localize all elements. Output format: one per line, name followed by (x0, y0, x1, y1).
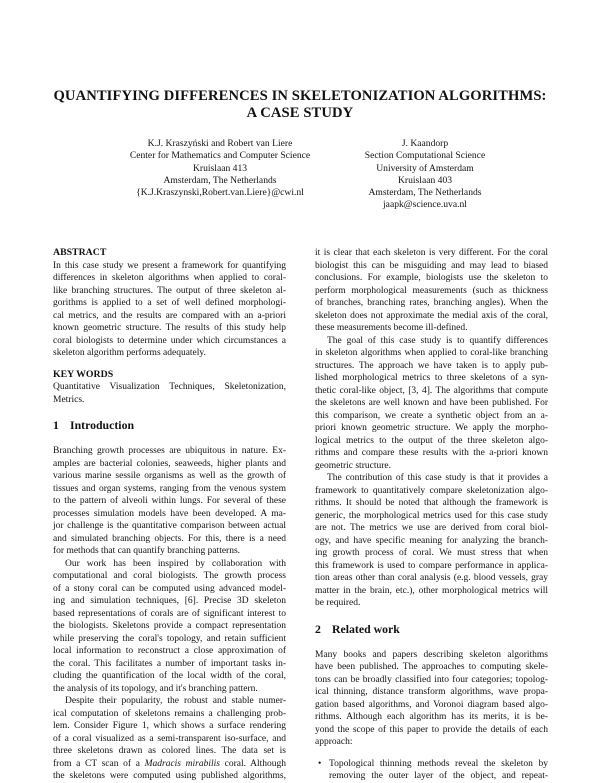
text-fragment: from a CT scan of a (53, 758, 145, 769)
title-line-1: QUANTIFYING DIFFERENCES IN SKELETONIZATION ALGORITHMS: (53, 88, 547, 104)
text-line: framework to quantitatively compare skeletonization algo- (315, 485, 548, 496)
author-block-left (100, 138, 340, 199)
keywords-body (53, 381, 286, 406)
intro-paragraph-6 (315, 472, 548, 610)
section-heading-related-work (315, 622, 548, 636)
text-line: ical thinning, distance transform algorithms, wave propa- (315, 687, 548, 697)
text-line: for methods that can quantify branching patterns. (53, 546, 241, 556)
text-line: lem. Consider Figure 1, which shows a surface rendering (53, 721, 286, 731)
text-line-species (53, 758, 286, 771)
text-line: and simulated branching objects. For this, there is a need (53, 533, 286, 544)
author-email: {K.J.Kraszynski,Robert.van.Liere}@cwi.nl (136, 187, 304, 199)
intro-paragraph-5 (315, 335, 548, 473)
text-line: gorithms is applied to a set of well defined morphologi- (53, 298, 286, 308)
text-line: Despite their popularity, the robust and stable numer- (65, 696, 286, 706)
author-name: J. Kaandorp (401, 138, 449, 149)
author-street: Kruislaan 413 (192, 162, 248, 174)
intro-paragraph-4 (315, 247, 548, 335)
text-line: skeleton algorithm performs adequately. (53, 348, 206, 358)
section-number: 1 (53, 418, 59, 432)
text-line: like branching structures. The output of three skeleton al- (53, 285, 286, 296)
related-work-paragraph-1 (315, 649, 548, 749)
text-line: of a coral visualized as a semi-transparent iso-surface, and (53, 733, 286, 744)
text-line: tion areas other than coral analysis (e.g. blood vessels, gray (315, 573, 548, 583)
paper-title (40, 88, 560, 122)
text-line: this comparison, we create a synthetic object from an a- (315, 410, 548, 421)
text-line: of a stony coral can be computed using advanced model- (53, 583, 286, 594)
right-column (315, 247, 548, 783)
left-column (53, 247, 286, 783)
text-line: rithms and compare these results with the a-priori known (315, 448, 548, 458)
text-line: ical computation of skeletons remains a challenging prob- (53, 708, 286, 719)
author-city: Amsterdam, The Netherlands (163, 174, 277, 186)
text-line: perform morphological measurements (such as thickness (315, 285, 548, 296)
text-line: these measurements become ill-defined. (315, 323, 468, 333)
text-line: Metrics. (53, 394, 85, 405)
section-title: Introduction (70, 418, 135, 432)
text-line: to the pattern of alveoli within lungs. For several of these (53, 496, 286, 506)
text-line: differences in skeleton algorithms when applied to coral- (53, 273, 286, 283)
text-line: of branches, branching rates, branching angles). When the (315, 298, 548, 308)
section-number: 2 (315, 621, 321, 636)
text-line: amples are bacterial colonies, seaweeds, higher plants and (53, 458, 286, 469)
text-line: local information to reconstruct a close approximation of (53, 646, 286, 656)
bullet-item-topological-thinning (315, 758, 548, 783)
author-institution: Center for Mathematics and Computer Science (129, 150, 311, 162)
text-line: structures. The approach we have taken is to apply pub- (315, 360, 548, 371)
text-line: Topological thinning methods reveal the skeleton by (329, 758, 548, 769)
text-fragment: coral. Although (219, 758, 286, 769)
text-line: Our work has been inspired by collaboration with (65, 558, 286, 569)
text-line: removing the outer layer of the object, and repeat- (329, 771, 548, 781)
text-line: yond the scope of this paper to provide the details of each (315, 724, 548, 735)
text-line: Many books and papers describing skeleton algorithms (315, 649, 548, 660)
text-line: biologist this can be misguiding and may lead to biased (315, 260, 548, 271)
author-university: University of Amsterdam (376, 162, 474, 174)
text-line: gation based algorithms, and Voronoi diagram based algo- (315, 699, 548, 710)
author-street: Kruislaan 403 (397, 174, 453, 186)
text-line: computational and coral biologists. The growth process (53, 571, 286, 581)
text-line: be required. (315, 598, 361, 608)
section-heading-introduction (53, 418, 286, 432)
author-city: Amsterdam, The Netherlands (368, 187, 482, 199)
text-line: the biologists. Skeletons provide a compact representation (53, 621, 286, 631)
text-line: the skeletons are well known and have been published. For (315, 398, 548, 408)
intro-paragraph-3 (53, 695, 286, 783)
text-line: logical metrics to the output of the three skeleton algo- (315, 435, 548, 446)
text-line: processes simulation models have been developed. A ma- (53, 508, 286, 519)
text-line: conclusions. For example, biologists use the skeleton to (315, 273, 548, 283)
intro-paragraph-1 (53, 445, 286, 558)
text-line: matter in the brain, etc.), other morphological metrics will (315, 585, 548, 596)
text-line: rithms. Although each algorithm has its merits, it is be- (315, 712, 548, 722)
text-line: ing growth process of coral. We must stress that when (315, 548, 548, 558)
text-line: while preserving the coral's topology, and retain sufficient (53, 633, 286, 644)
text-line: geometric structure. (315, 460, 391, 471)
text-line: the coral. This facilitates a number of important tasks in- (53, 658, 286, 669)
section-title: Related work (332, 621, 400, 636)
text-line: in skeleton algorithms when applied to coral-like branching (315, 348, 548, 358)
text-line: Quantitative Visualization Techniques, Skeletonization, (53, 382, 286, 392)
text-line: known geometric structure. The results of this study help (53, 323, 286, 333)
keywords-heading: KEY WORDS (53, 368, 114, 380)
author-names: K.J. Kraszyński and Robert van Liere (147, 138, 293, 149)
intro-paragraph-2 (53, 558, 286, 696)
text-line: ing and simulation techniques, [6]. Precise 3D skeleton (53, 596, 286, 606)
text-line: jor challenge is the quantitative comparison between actual (53, 521, 286, 531)
text-line: The contribution of this case study is that it provides a (327, 473, 548, 483)
text-line: approach: (315, 737, 353, 747)
text-line: cal metrics, and the results are compared with an a-priori (53, 310, 286, 321)
abstract-heading: ABSTRACT (53, 247, 107, 258)
text-line: lished morphological metrics to three skeletons of a syn- (315, 373, 548, 383)
author-email: jaapk@science.uva.nl (383, 199, 467, 211)
text-line: skeleton does not approximate the medial axis of the coral, (315, 310, 548, 321)
text-line: The goal of this case study is to quantify differences (327, 335, 548, 346)
text-line: tons can be broadly classified into four categories; topolog- (315, 674, 548, 685)
author-block-right (330, 138, 520, 212)
text-line: have been published. The approaches to computing skele- (315, 662, 548, 672)
bullet-icon: • (318, 758, 322, 769)
text-line: based representations of corals are of significant interest to (53, 608, 286, 619)
text-line: coral biologists to determine under which circumstances a (53, 335, 286, 346)
author-section: Section Computational Science (364, 150, 486, 162)
text-line: rithms. It should be noted that although the framework is (315, 498, 548, 508)
text-line: ogy, and have specific meaning for analyzing the branch- (315, 535, 548, 546)
text-line: generic, the morphological metrics used for this case study (315, 510, 548, 521)
text-line: three skeletons drawn as colored lines. The data set is (53, 746, 286, 756)
species-name: Madracis mirabilis (144, 758, 220, 769)
text-line: this framework is used to compare performance in applica- (315, 560, 548, 571)
text-line: Branching growth processes are ubiquitous in nature. Ex- (53, 446, 286, 456)
text-line: In this case study we present a framework for quantifying (53, 260, 286, 271)
abstract-body (53, 260, 286, 360)
text-line: various marine sessile organisms as well as the growth of (53, 471, 286, 481)
text-line: are not. The metrics we use are derived from coral biol- (315, 523, 548, 533)
title-line-2: A CASE STUDY (246, 105, 354, 121)
text-line: tissues and organ systems, ranging from the venous system (53, 483, 286, 494)
text-line: priori known geometric structure. We apply the morpho- (315, 423, 548, 433)
text-line: thetic coral-like object, [3, 4]. The algorithms that compute (315, 385, 548, 396)
text-line: it is clear that each skeleton is very different. For the coral (315, 248, 548, 258)
text-line: the analysis of its topology, and it's branching pattern. (53, 683, 258, 694)
text-line: the skeletons were computed using published algorithms, (53, 771, 286, 781)
text-line: cluding the quantification of the local width of the coral, (53, 671, 286, 681)
